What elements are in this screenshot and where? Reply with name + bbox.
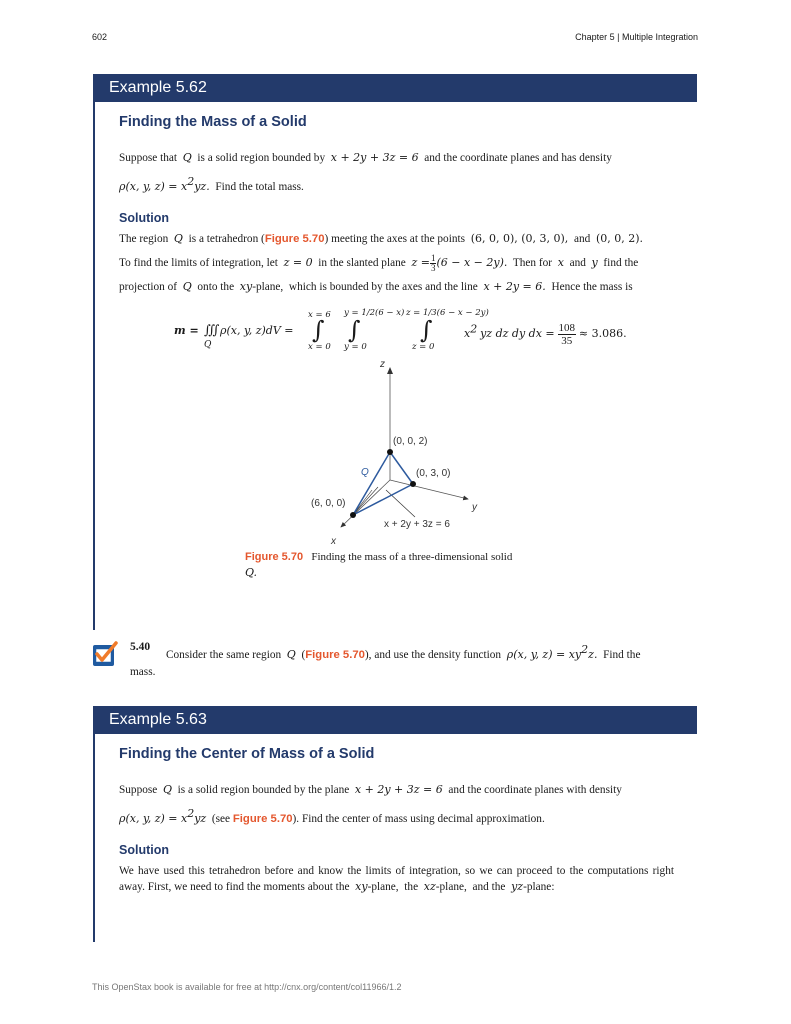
figure-link[interactable]: Figure 5.70	[232, 812, 293, 825]
tetrahedron-diagram	[300, 355, 500, 545]
solution-heading: Solution	[119, 211, 169, 225]
point-0-3-0: (0, 3, 0)	[416, 468, 451, 479]
checkpoint-icon	[92, 641, 118, 667]
mass-equation: m = ∭ Q ρ(x, y, z)dV = x = 6 ∫ x = 0 y = 1/2(6 − x) ∫ y = 0 z = 1/3(6 − x − 2y) ∫ z = 0 $x^2$ yz dz dy dx = $\frac{108}{35}$ ≈ 3.086.	[174, 308, 627, 352]
example-title: Finding the Mass of a Solid	[119, 114, 307, 130]
solution-heading: Solution	[119, 843, 169, 857]
example-problem: Suppose that Q is a solid region bounded by x + 2y + 3z = 6 and the coordinate planes and has density ρ(x, y, $z) = x^2yz$. Find the total mass.	[119, 151, 612, 193]
example-left-border	[93, 734, 95, 942]
region-q-label: Q	[361, 467, 369, 478]
point-0-0-2: (0, 0, 2)	[393, 436, 428, 447]
chapter-title: Chapter 5 | Multiple Integration	[575, 32, 698, 42]
y-axis-label: y	[472, 502, 477, 513]
figure-link[interactable]: Figure 5.70	[264, 233, 325, 245]
example-title: Finding the Center of Mass of a Solid	[119, 746, 375, 762]
solution-text: The region Q is a tetrahedron (Figure 5.70) meeting the axes at the points (6, 0, 0), (0, 3, 0), and (0, 0, 2). To find the limits of integration, let z = 0 in the slanted plane z = $\frac{1}{3}$ (6 − x − 2y). Then for x and y find the projection of Q onto the xy-plane, which is bounded by the axes and the line x + 2y = 6. Hence the mass is	[119, 232, 643, 293]
z-axis-label: z	[380, 359, 385, 370]
footer-note: This OpenStax book is available for free at http://cnx.org/content/col11966/1.2	[92, 982, 402, 992]
exercise-number: 5.40	[130, 641, 151, 653]
plane-equation-label: x + 2y + 3z = 6	[384, 519, 450, 530]
example-label: Example 5.63	[109, 711, 207, 728]
solution-text: We have used this tetrahedron before and know the limits of integration, so we can proceed to the computations right away. First, we need to find the moments about the xy-plane, the xz-plane, and the yz-plane:	[119, 865, 674, 893]
tetrahedron-figure	[300, 355, 500, 545]
x-axis-label: x	[331, 536, 336, 547]
exercise-text-cont: mass.	[130, 666, 156, 678]
example-header-5-62	[93, 74, 697, 102]
example-label: Example 5.62	[109, 79, 207, 96]
figure-link[interactable]: Figure 5.70	[305, 648, 365, 661]
example-left-border	[93, 102, 95, 630]
page-number: 602	[92, 32, 108, 42]
example-header-5-63	[93, 706, 697, 734]
point-6-0-0: (6, 0, 0)	[311, 498, 346, 509]
exercise-text: Consider the same region Q (Figure 5.70), and use the density function ρ(x, y, $z) = xy^2z$. Find the	[166, 643, 641, 661]
figure-caption: Figure 5.70 Finding the mass of a three-dimensional solid Q.	[245, 551, 513, 579]
example-problem: Suppose Q is a solid region bounded by the plane x + 2y + 3z = 6 and the coordinate planes with density ρ(x, y, $z) = x^2yz$ (see Figure 5.70). Find the center of mass using decimal approximation.	[119, 783, 622, 825]
